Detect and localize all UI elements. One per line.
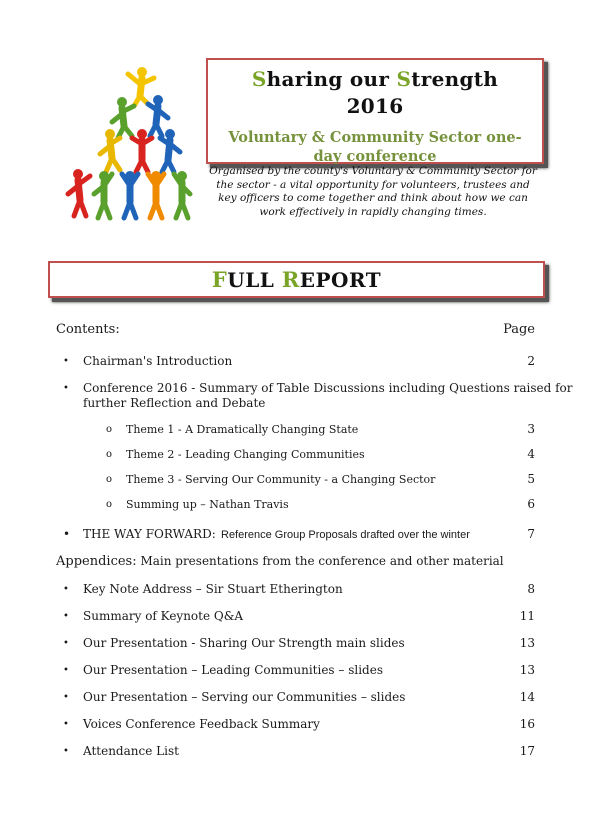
toc-item-continued	[0, 396, 591, 414]
appendix-item	[0, 663, 591, 681]
appendix-item-page: 13	[519, 663, 535, 677]
title-initial: S	[251, 67, 267, 91]
toc-item	[0, 527, 591, 545]
conference-intro: Organised by the county's Voluntary & Community Sector for the sector - a vital opportunity for volunteers, trustees and key officers to come together and think about how we can work effectively in rapidly changing times.	[209, 165, 537, 218]
appendix-item-text: Our Presentation – Serving our Communities – slides	[83, 690, 406, 704]
appendices-lead: Appendices:	[56, 554, 137, 569]
toc-subitem-text: Theme 1 - A Dramatically Changing State	[126, 423, 359, 436]
appendix-item-text: Voices Conference Feedback Summary	[83, 717, 320, 731]
appendix-item-text: Key Note Address – Sir Stuart Etherington	[83, 582, 343, 596]
toc-subitem-page: 5	[527, 472, 535, 486]
bullet-icon: •	[63, 527, 71, 541]
title-text: trength	[411, 67, 499, 91]
toc-subitem-text: Theme 3 - Serving Our Community - a Changing Sector	[126, 473, 436, 486]
appendix-item-text: Our Presentation - Sharing Our Strength main slides	[83, 636, 405, 650]
toc-subitem	[0, 422, 591, 440]
appendix-item-page: 8	[527, 582, 535, 596]
toc-subitem-page: 3	[527, 422, 535, 436]
appendix-item-page: 17	[519, 744, 535, 758]
bullet-icon: •	[63, 692, 69, 703]
toc-item-text: THE WAY FORWARD:	[83, 527, 216, 541]
appendix-item-page: 13	[519, 636, 535, 650]
bullet-icon: •	[63, 638, 69, 649]
toc-item-text: Conference 2016 - Summary of Table Discussions including Questions raised for	[83, 381, 573, 395]
title-text: haring our	[266, 67, 397, 91]
circle-bullet-icon: o	[106, 424, 113, 435]
toc-subitem-text: Summing up – Nathan Travis	[126, 498, 289, 511]
toc-subitem	[0, 447, 591, 465]
report-initial: R	[281, 267, 300, 292]
bullet-icon: •	[63, 719, 69, 730]
bullet-icon: •	[63, 665, 69, 676]
appendix-item	[0, 690, 591, 708]
appendix-item	[0, 744, 591, 762]
toc-item	[0, 354, 591, 372]
appendices-heading	[56, 554, 504, 569]
conference-title	[208, 66, 542, 93]
toc-subitem-text: Theme 2 - Leading Changing Communities	[126, 448, 365, 461]
appendix-item-text: Summary of Keynote Q&A	[83, 609, 244, 623]
report-initial: F	[211, 267, 228, 292]
toc-item-text: Chairman's Introduction	[83, 354, 233, 368]
toc-item-subtext: Reference Group Proposals drafted over the winter	[221, 529, 470, 541]
appendix-item-text: Our Presentation – Leading Communities – slides	[83, 663, 383, 677]
page-column-heading: Page	[503, 322, 535, 337]
appendix-item-page: 14	[519, 690, 535, 704]
bullet-icon: •	[63, 383, 69, 394]
circle-bullet-icon: o	[106, 474, 113, 485]
appendix-item	[0, 582, 591, 600]
contents-heading: Contents:	[56, 322, 120, 337]
appendix-item	[0, 636, 591, 654]
full-report-box	[48, 261, 545, 298]
circle-bullet-icon: o	[106, 449, 113, 460]
full-report-title	[50, 263, 543, 297]
human-pyramid-logo	[62, 62, 197, 222]
bullet-icon: •	[63, 584, 69, 595]
toc-subitem	[0, 497, 591, 515]
report-text: EPORT	[299, 268, 382, 292]
bullet-icon: •	[63, 611, 69, 622]
toc-item-page: 7	[527, 527, 535, 541]
appendix-item-page: 16	[519, 717, 535, 731]
toc-subitem-page: 4	[527, 447, 535, 461]
appendix-item	[0, 717, 591, 735]
toc-subitem-page: 6	[527, 497, 535, 511]
title-initial: S	[396, 67, 412, 91]
toc-item-page: 2	[527, 354, 535, 368]
conference-year: 2016	[346, 94, 404, 118]
appendix-item	[0, 609, 591, 627]
toc-subitem	[0, 472, 591, 490]
toc-item-text: further Reflection and Debate	[83, 396, 266, 410]
appendix-item-page: 11	[519, 609, 535, 623]
appendix-item-text: Attendance List	[83, 744, 179, 758]
conference-title-box	[206, 58, 544, 164]
circle-bullet-icon: o	[106, 499, 113, 510]
bullet-icon: •	[63, 746, 69, 757]
report-text: ULL	[227, 268, 282, 292]
conference-subtitle: Voluntary & Community Sector one-day conference	[228, 129, 522, 165]
bullet-icon: •	[63, 356, 69, 367]
appendices-heading-text: Main presentations from the conference and other material	[140, 554, 504, 568]
